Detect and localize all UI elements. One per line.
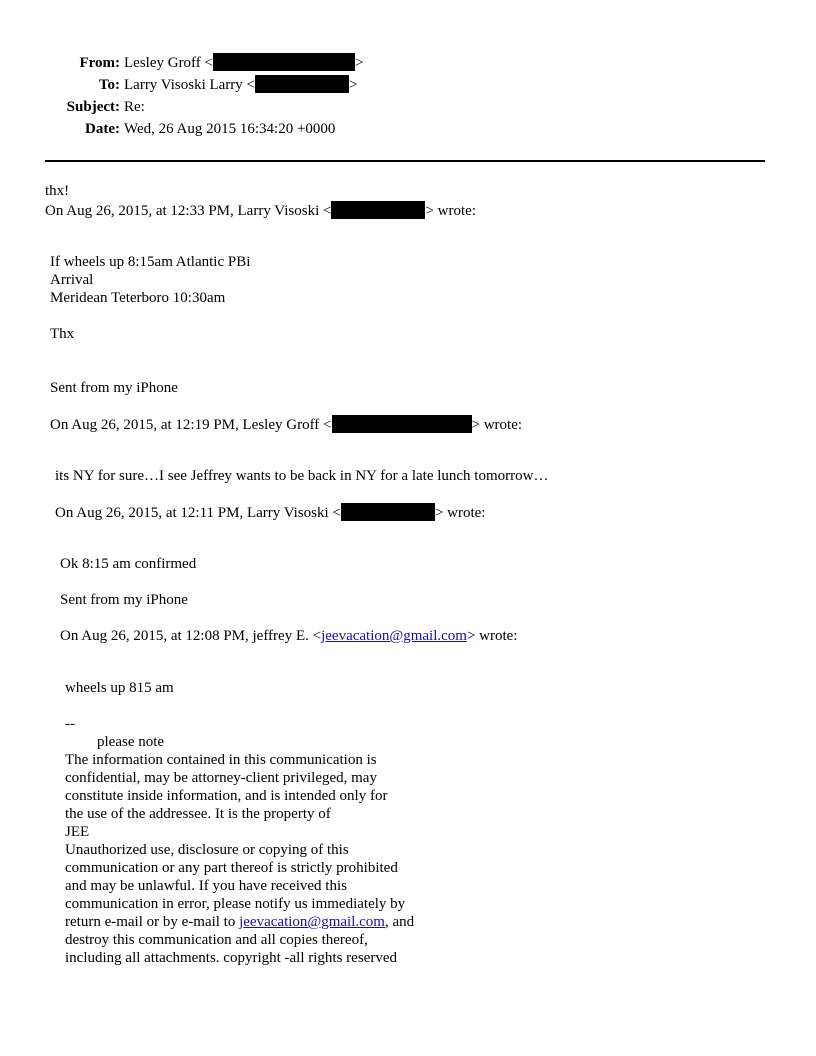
from-close: >: [355, 55, 364, 71]
quote-header-3-post: > wrote:: [434, 505, 486, 521]
disclaimer-email-link[interactable]: jeevacation@gmail.com: [239, 914, 385, 930]
subject-value: Re:: [124, 99, 145, 115]
quote-header-2: [50, 415, 522, 434]
disclaimer-title: please note: [97, 734, 165, 750]
quote-header-3-pre: On Aug 26, 2015, at 12:11 PM, Larry Visoski <: [55, 505, 341, 521]
body-line: If wheels up 8:15am Atlantic PBi: [50, 254, 251, 270]
to-name: Larry Visoski Larry <: [124, 77, 256, 93]
redacted-email: [341, 503, 435, 521]
quote-header-2-pre: On Aug 26, 2015, at 12:19 PM, Lesley Groff <: [50, 417, 332, 433]
quote-header-4: [60, 627, 517, 645]
quote-header-4-post: > wrote:: [466, 628, 518, 644]
from-label: From:: [79, 55, 120, 71]
body-line: Meridean Teterboro 10:30am: [50, 290, 226, 306]
from-value: [124, 52, 363, 74]
to-label: To:: [98, 77, 120, 93]
disclaimer: [65, 751, 414, 967]
redacted-email: [332, 415, 472, 433]
redacted-email-from: [213, 53, 355, 71]
quote-header-4-pre: On Aug 26, 2015, at 12:08 PM, jeffrey E. <: [60, 628, 322, 644]
subject-label: Subject:: [66, 99, 120, 115]
body-line: Ok 8:15 am confirmed: [60, 556, 197, 572]
reply-text: thx!: [45, 183, 70, 199]
date-value: Wed, 26 Aug 2015 16:34:20 +0000: [124, 121, 336, 137]
redacted-email: [331, 201, 425, 219]
quote-header-1: [45, 201, 476, 220]
body-line: Arrival: [50, 272, 94, 288]
quote-header-2-post: > wrote:: [471, 417, 523, 433]
body-line: Thx: [50, 326, 75, 342]
signature-line: Sent from my iPhone: [60, 592, 188, 608]
date-label: Date:: [85, 121, 120, 137]
to-value: [124, 74, 357, 96]
quote-header-1-pre: On Aug 26, 2015, at 12:33 PM, Larry Visoski <: [45, 203, 332, 219]
disclaimer-text-2: , and destroy this communication and all copies thereof, including all attachments. copyright -all rights reserved: [65, 914, 415, 966]
body-line: its NY for sure…I see Jeffrey wants to be back in NY for a late lunch tomorrow…: [55, 468, 549, 484]
to-close: >: [349, 77, 358, 93]
from-name: Lesley Groff <: [124, 55, 213, 71]
signature-line: Sent from my iPhone: [50, 380, 178, 396]
disclaimer-text-1: The information contained in this communication is confidential, may be attorney-client privileged, may constitute inside information, and is intended only for the use of the addressee. It is the property of JEE Unauthorized use, disclosure or copying of this communication or any part thereof is strictly prohibited and may be unlawful. If you have received this communication in error, please notify us immediately by return e-mail or by e-mail to: [65, 752, 406, 930]
signature-separator: --: [65, 716, 75, 732]
redacted-email-to: [255, 75, 349, 93]
body-line: wheels up 815 am: [65, 680, 174, 696]
quote-header-1-post: > wrote:: [425, 203, 476, 219]
quote-header-3: [55, 503, 485, 522]
header-divider: [45, 160, 765, 162]
email-link[interactable]: jeevacation@gmail.com: [321, 628, 467, 644]
